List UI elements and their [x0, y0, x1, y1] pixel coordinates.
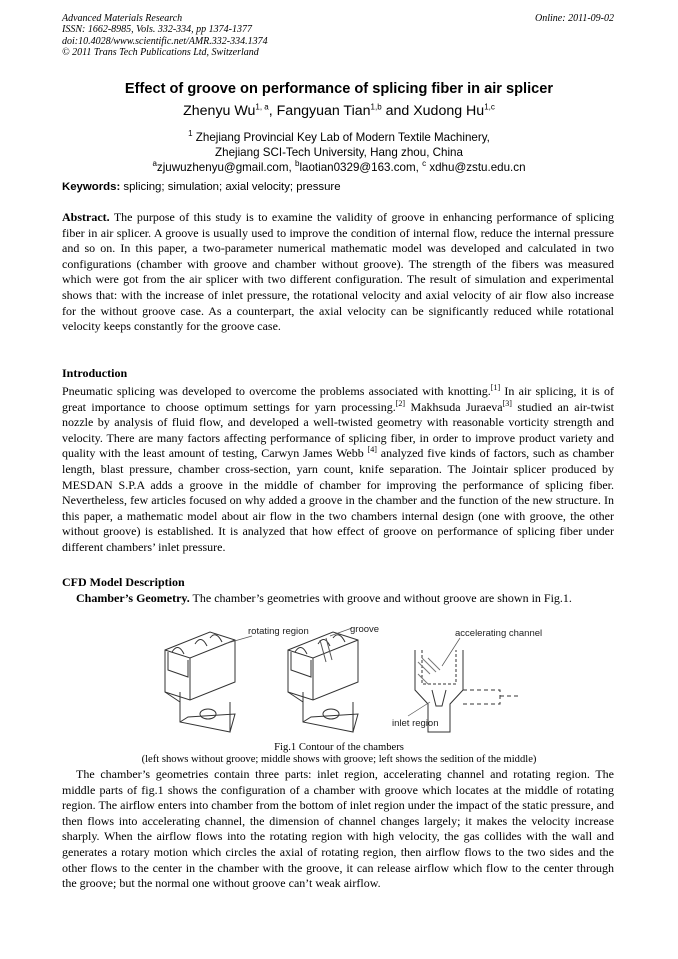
intro-text: studied an air-twist nozzle by analysis of fluid flow, and developed a well-twisted geometry with reasonable vorticity strength and velocity. There are many factors affecting performance of splicing fiber, in order to improve product variety and quality with the least amount of testing, Carwyn James Webb [62, 399, 614, 461]
email-link[interactable]: zjuwuzhenyu@gmail.com, [156, 161, 295, 174]
label-groove [350, 624, 379, 635]
affiliation-num: 1 [188, 129, 193, 139]
keywords-label: Keywords: [62, 181, 121, 193]
keywords-text: splicing; simulation; axial velocity; pressure [123, 181, 341, 193]
journal-header [62, 13, 268, 58]
email-list [0, 160, 678, 175]
email-link[interactable]: laotian0329@163.com, [299, 161, 423, 174]
email-link[interactable]: xdhu@zstu.edu.cn [429, 161, 526, 174]
figure-caption: Fig.1 Contour of the chambers [274, 742, 404, 753]
intro-text: analyzed five kinds of factors, such as chamber length, blast pressure, chamber cross-section, yarn count, knife separation. The Jointair splicer produced by MESDAN S.P.A adds a groove in the middle of chamber for improving the performance of splicing fiber. Nevertheless, few articles focused on why added a groove in the chamber and the function of the new structure. In this paper, a mathematic model about air flow in the two chambers internal design (one with groove, the other without groove) is established. It is analyzed that how effect of groove on performance of splicing fiber under different chambers’ inlet pressure. [62, 446, 614, 554]
journal-name: Advanced Materials Research [62, 13, 183, 24]
citation[interactable]: [1] [490, 383, 501, 392]
abstract-text: The purpose of this study is to examine the validity of groove in enhancing performance of splicing fiber in air splicer. A groove is usually used to improve the condition of internal flow, reduce the internal pressure and so on. In this paper, a two-parameter numerical mathematic model was developed and calculated in two configurations (chamber with groove and chamber without groove). The strength of the fibers was measured which were got from the air splicer with two different configuration. The result of simulation and experimental shows that: with the increase of inlet pressure, the rotational velocity and axial velocity of air flow also increase for the without groove case. As a counterpart, the axial velocity can be significantly reduced while rotational velocity keeps constantly for the groove case. [62, 210, 614, 334]
label-text: accelerating channel [455, 628, 543, 639]
author-sup: 1,c [484, 102, 495, 112]
introduction-heading: Introduction [62, 366, 128, 380]
abstract-label: Abstract. [62, 210, 110, 224]
citation[interactable]: [2] [395, 398, 406, 408]
paper-title: Effect of groove on performance of splicing fiber in air splicer [124, 81, 554, 97]
author-sup: 1, a [255, 102, 269, 112]
figure-subcaption: (left shows without groove; middle shows with groove; left shows the sedition of the middle) [141, 754, 537, 765]
label-text: groove [350, 624, 380, 635]
intro-text: Pneumatic splicing was developed to overcome the problems associated with knotting. [62, 384, 491, 398]
geometry-text: The chamber’s geometries with groove and without groove are shown in Fig.1. [192, 591, 572, 605]
figure-chambers [160, 622, 543, 740]
keywords [62, 181, 341, 193]
abstract [62, 210, 614, 335]
author-sup: 1,b [370, 102, 382, 112]
cfd-heading: CFD Model Description [62, 575, 185, 589]
label-text: inlet region [392, 718, 439, 729]
body-paragraph: The chamber’s geometries contain three parts: inlet region, accelerating channel and rotating region. The middle parts of fig.1 shows the configuration of a chamber with groove which locates at the middle of rotating region. The airflow enters into chamber from the bottom of inlet region under the impact of the static pressure, and then flows into accelerating channel, the dimension of channel changes largely; it makes the velocity increase sharply. When the airflow flows into the rotating region with high velocity, the gas collides with the wall and generates a rotary motion which circles the axial of rotating region, then airflow flows to the two sides and the other flows to the center in the chamber with the groove, it can release airflow which flow to the center through the groove; but the normal one without groove can’t weak airflow. [62, 767, 614, 891]
email-sup: a [152, 159, 157, 169]
label-accelerating-channel [455, 628, 542, 639]
chamber-without-groove [165, 632, 235, 732]
intro-text: Makhsuda Juraeva [405, 399, 503, 414]
label-rotating-region [248, 626, 309, 637]
label-inlet-region [392, 718, 438, 729]
chamber-with-groove [288, 632, 358, 732]
doi: doi:10.4028/www.scientific.net/AMR.332-334.1374 [62, 35, 268, 47]
affiliation-line2: Zhejiang SCI-Tech University, Hang zhou, China [215, 146, 463, 159]
intro-text: In air splicing, it is of great importance to choose optimum settings for yarn processing. [62, 384, 614, 414]
copyright: © 2011 Trans Tech Publications Ltd, Switzerland [62, 46, 259, 58]
geometry-paragraph [62, 591, 614, 607]
author-name: Fangyuan Tian [276, 103, 371, 119]
author-separator: and [381, 103, 414, 119]
author-list [0, 103, 678, 119]
citation[interactable]: [3] [502, 398, 512, 408]
affiliation-line1: Zhejiang Provincial Key Lab of Modern Textile Machinery, [195, 131, 490, 144]
online-date: Online: 2011-09-02 [535, 13, 614, 24]
email-sup: c [422, 159, 427, 169]
affiliation [0, 130, 678, 175]
geometry-label: Chamber’s Geometry. [76, 591, 190, 605]
introduction-text [62, 384, 614, 556]
issn: ISSN: 1662-8985, Vols. 332-334, pp 1374-1377 [62, 24, 252, 36]
author-name: Zhenyu Wu [183, 103, 256, 119]
figure-leader-lines [224, 628, 460, 716]
email-sup: b [294, 159, 300, 169]
label-text: rotating region [248, 626, 309, 637]
author-name: Xudong Hu [413, 103, 485, 119]
citation[interactable]: [4] [367, 445, 377, 455]
author-separator: , [268, 103, 277, 119]
